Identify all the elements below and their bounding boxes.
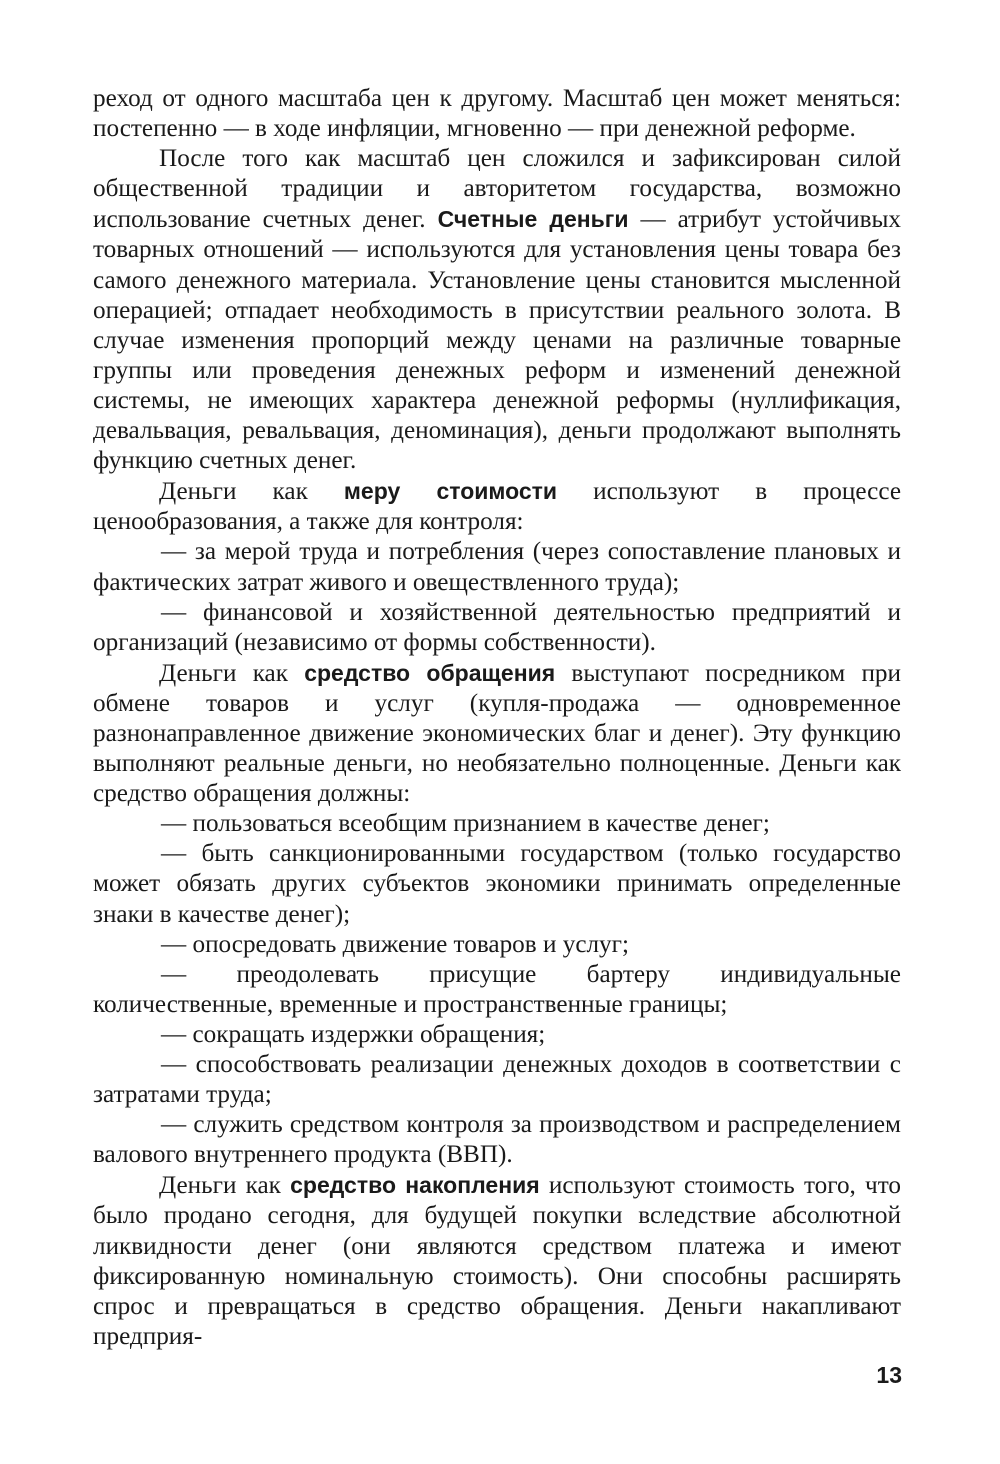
list-item: — за мерой труда и потребления (через сопоставление плановых и фактических затрат живого и овеществленного труда); (93, 538, 901, 596)
page-number: 13 (876, 1362, 902, 1388)
paragraph-5: Деньги как средство накопления используют стоимость того, что было продано сегодня, для будущей покупки вследствие абсолютной ликвидности денег (они являются средством платежа и имеют фиксированную номинальную стоимость). Они способны расширять спрос и превращаться в средство обращения. Деньги накапливают предприя- (93, 1172, 901, 1350)
paragraph-2: После того как масштаб цен сложился и зафиксирован силой общественной традиции и авторитетом государства, возможно использование счетных денег. Счетные деньги — атрибут устойчивых товарных отношений — используются для установления цены товара без самого денежного материала. Установление цены становится мысленной операцией; отпадает необходимость в присутствии реального золота. В случае изменения пропорций между ценами на различные товарные группы или проведения денежных реформ и изменений денежной системы, не имеющих характера денежной реформы (нуллификация, девальвация, ревальвация, деноминация), деньги продолжают выполнять функцию счетных денег. (93, 145, 901, 475)
list-item: — пользоваться всеобщим признанием в качестве денег; (161, 810, 770, 838)
list-item: — финансовой и хозяйственной деятельностью предприятий и организаций (независимо от формы собственности). (93, 598, 901, 656)
list-item: — служить средством контроля за производством и распределением валового внутреннего продукта (ВВП). (93, 1111, 901, 1169)
term-sredstvo-obrashcheniya: средство обращения (304, 659, 556, 686)
page-body (93, 84, 901, 1352)
list-item: — преодолевать присущие бартеру индивидуальные количественные, временные и пространственные границы; (93, 960, 901, 1018)
list-item: — сокращать издержки обращения; (161, 1020, 546, 1048)
term-mera-stoimosti: меру стоимости (343, 478, 558, 505)
paragraph-4: Деньги как средство обращения выступают посредником при обмене товаров и услуг (купля-продажа — одновременное разнонаправленное движение экономических благ и денег). Эту функцию выполняют реальные деньги, но необязательно полноценные. Деньги как средство обращения должны: (93, 659, 902, 808)
list-item: — быть санкционированными государством (только государство может обязать других субъектов экономики принимать определенные знаки в качестве денег); (93, 840, 901, 928)
term-sredstvo-nakopleniya: средство накопления (290, 1172, 540, 1199)
term-schetnye-dengi: Счетные деньги (437, 206, 629, 233)
list-item: — способствовать реализации денежных доходов в соответствии с затратами труда; (93, 1051, 901, 1109)
list-item: — опосредовать движение товаров и услуг; (161, 930, 629, 958)
paragraph-1: реход от одного масштаба цен к другому. Масштаб цен может меняться: постепенно — в ходе инфляции, мгновенно — при денежной реформе. (93, 85, 901, 143)
paragraph-3: Деньги как меру стоимости используют в процессе ценообразования, а также для контроля: (93, 478, 902, 536)
